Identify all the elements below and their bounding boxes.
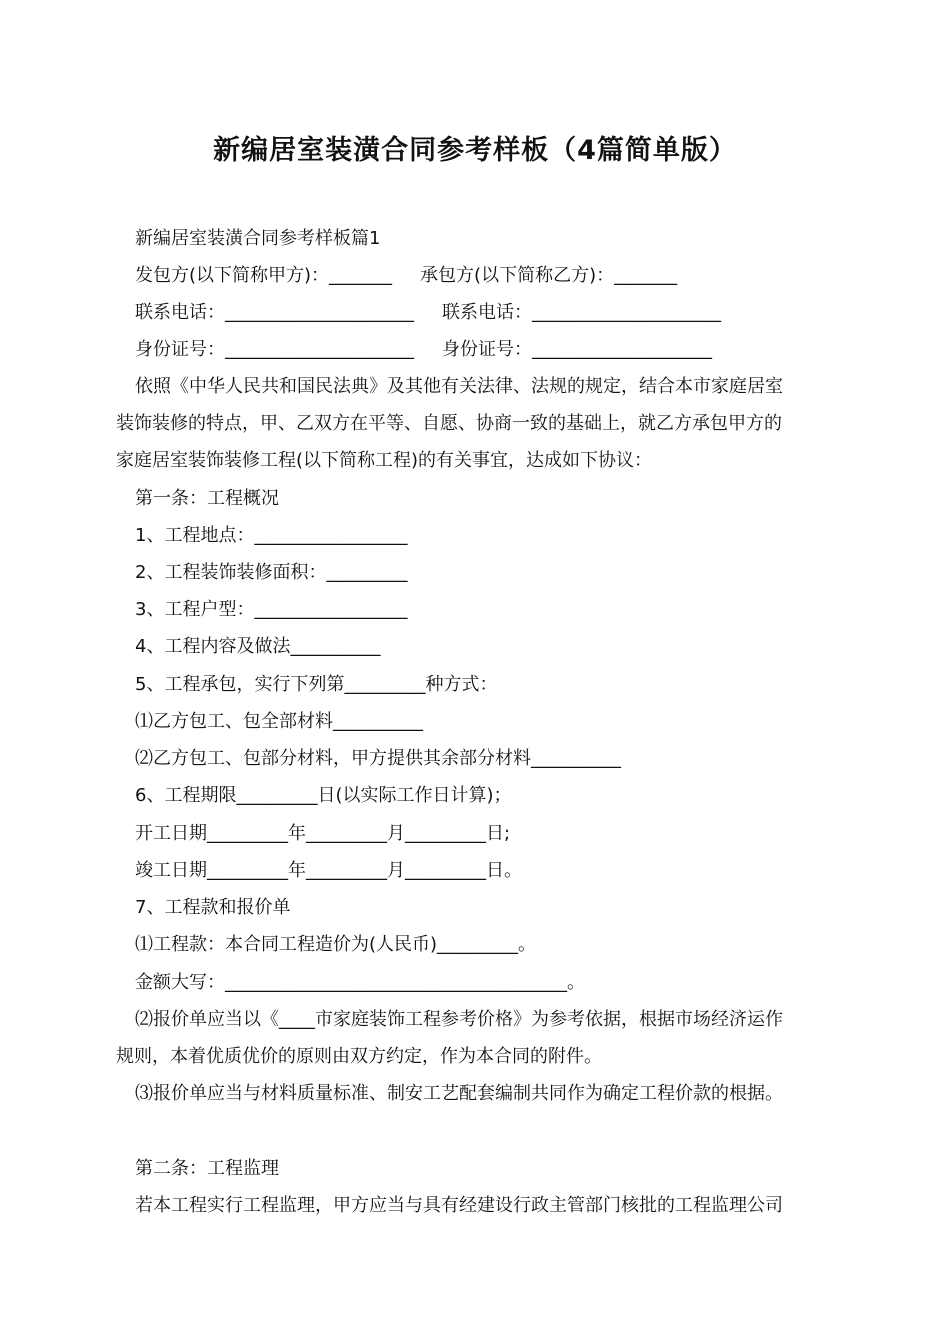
item-7-clause-1: ⑴工程款：本合同工程造价为(人民币)_________。 <box>135 934 537 955</box>
item-7-clause-3: ⑶报价单应当与材料质量标准、制安工艺配套编制共同作为确定工程价款的根据。 <box>135 1083 783 1104</box>
article-2-heading: 第二条：工程监理 <box>135 1158 279 1179</box>
phone-line <box>135 300 721 326</box>
section-heading: 新编居室装潢合同参考样板篇1 <box>135 228 381 249</box>
party-b-field: 承包方(以下简称乙方)：_______ <box>420 265 678 286</box>
item-7-clause-2-line-1: ⑵报价单应当以《____市家庭装饰工程参考价格》为参考依据，根据市场经济运作 <box>135 1009 783 1030</box>
id-a-field: 身份证号：_____________________ <box>135 339 414 360</box>
article-2-text: 若本工程实行工程监理，甲方应当与具有经建设行政主管部门核批的工程监理公司 <box>135 1195 783 1216</box>
item-7: 7、工程款和报价单 <box>135 897 291 918</box>
intro-paragraph-line-1: 依照《中华人民共和国民法典》及其他有关法律、法规的规定，结合本市家庭居室 <box>135 376 783 397</box>
amount-in-words-line: 金额大写：______________________________________。 <box>135 972 585 993</box>
document-title: 新编居室装潢合同参考样板（4篇简单版） <box>213 135 737 166</box>
phone-b-field: 联系电话：_____________________ <box>442 302 721 323</box>
party-line <box>135 263 677 289</box>
item-1: 1、工程地点：_________________ <box>135 525 408 546</box>
article-1-heading: 第一条：工程概况 <box>135 488 279 509</box>
phone-a-field: 联系电话：_____________________ <box>135 302 414 323</box>
intro-paragraph-line-2: 装饰装修的特点，甲、乙双方在平等、自愿、协商一致的基础上，就乙方承包甲方的 <box>116 413 782 434</box>
id-b-field: 身份证号：____________________ <box>442 339 712 360</box>
item-5: 5、工程承包，实行下列第_________种方式： <box>135 674 498 695</box>
item-3: 3、工程户型：_________________ <box>135 599 408 620</box>
start-date-line: 开工日期_________年_________月_________日; <box>135 823 511 844</box>
end-date-line: 竣工日期_________年_________月_________日。 <box>135 860 522 881</box>
item-5-option-1: ⑴乙方包工、包全部材料__________ <box>135 711 423 732</box>
item-4: 4、工程内容及做法__________ <box>135 636 381 657</box>
item-2: 2、工程装饰装修面积：_________ <box>135 562 408 583</box>
intro-paragraph-line-3: 家庭居室装饰装修工程(以下简称工程)的有关事宜，达成如下协议： <box>116 450 653 471</box>
item-7-clause-2-line-2: 规则，本着优质优价的原则由双方约定，作为本合同的附件。 <box>116 1046 602 1067</box>
party-a-field: 发包方(以下简称甲方)：_______ <box>135 265 393 286</box>
item-6: 6、工程期限_________日(以实际工作日计算)； <box>135 785 512 806</box>
id-line <box>135 337 712 363</box>
item-5-option-2: ⑵乙方包工、包部分材料，甲方提供其余部分材料__________ <box>135 748 621 769</box>
